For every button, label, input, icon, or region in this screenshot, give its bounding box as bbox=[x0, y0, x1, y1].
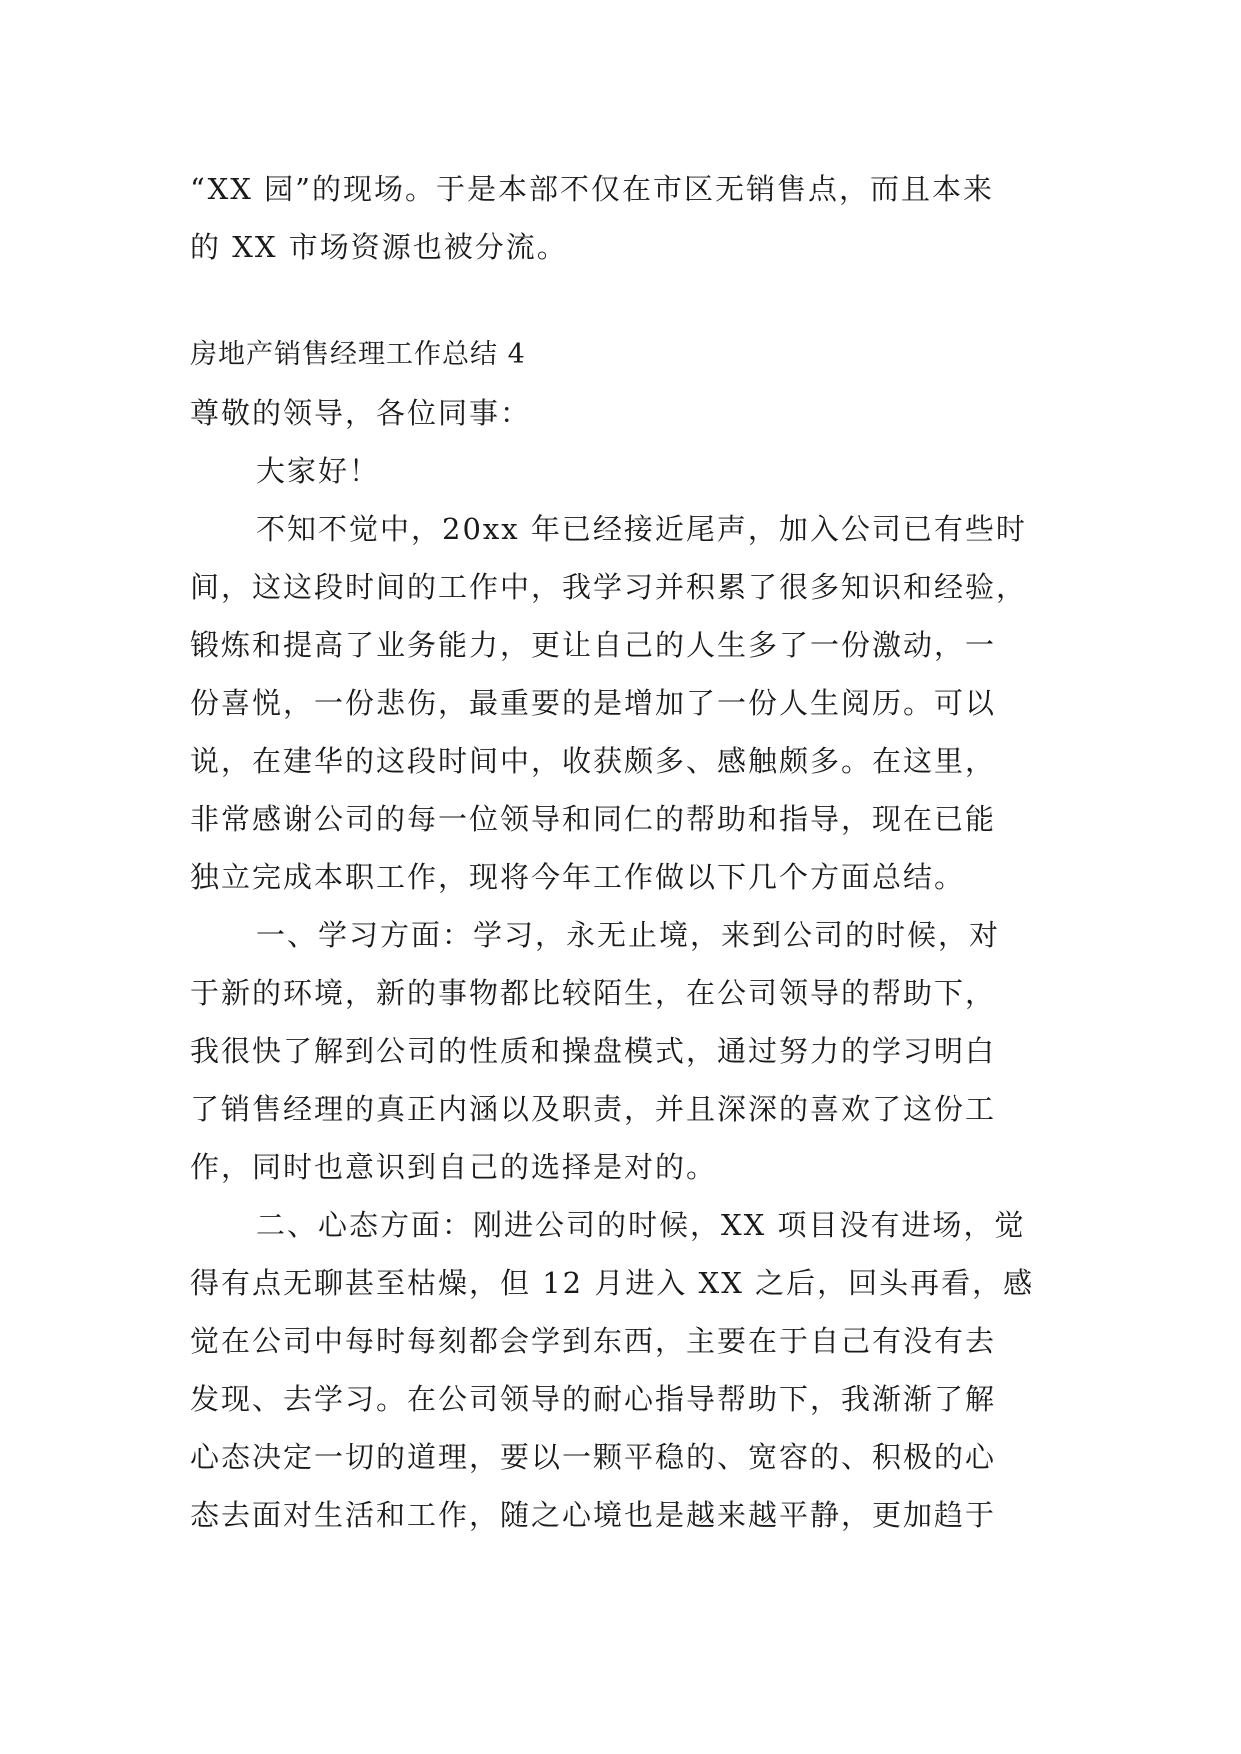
paragraph-line: 二、心态方面：刚进公司的时候，XX 项目没有进场，觉 bbox=[256, 1208, 1026, 1242]
paragraph-line: 发现、去学习。在公司领导的耐心指导帮助下，我渐渐了解 bbox=[190, 1382, 997, 1416]
paragraph-line: 作，同时也意识到自己的选择是对的。 bbox=[190, 1150, 718, 1184]
paragraph-line: 心态决定一切的道理，要以一颗平稳的、宽容的、积极的心 bbox=[190, 1440, 997, 1474]
paragraph-line: 于新的环境，新的事物都比较陌生，在公司领导的帮助下， bbox=[190, 976, 997, 1010]
paragraph-line: 态去面对生活和工作，随之心境也是越来越平静，更加趋于 bbox=[190, 1498, 997, 1532]
greeting: 大家好！ bbox=[256, 454, 381, 488]
section-title: 房地产销售经理工作总结 4 bbox=[190, 339, 526, 370]
paragraph-line: 得有点无聊甚至枯燥，但 12 月进入 XX 之后，回头再看，感 bbox=[190, 1266, 1035, 1300]
paragraph-line: 一、学习方面：学习，永无止境，来到公司的时候，对 bbox=[256, 918, 1001, 952]
salutation: 尊敬的领导，各位同事： bbox=[190, 396, 532, 430]
paragraph-line: 份喜悦，一份悲伤，最重要的是增加了一份人生阅历。可以 bbox=[190, 686, 997, 720]
paragraph-line: 觉在公司中每时每刻都会学到东西，主要在于自己有没有去 bbox=[190, 1324, 997, 1358]
paragraph-intro bbox=[190, 500, 1050, 906]
paragraph-line: 我很快了解到公司的性质和操盘模式，通过努力的学习明白 bbox=[190, 1034, 997, 1068]
intro-line-2: 的 XX 市场资源也被分流。 bbox=[190, 230, 568, 264]
intro-line-1: “XX 园”的现场。于是本部不仅在市区无销售点，而且本来 bbox=[190, 172, 994, 206]
paragraph-line: 不知不觉中，20xx 年已经接近尾声，加入公司已有些时 bbox=[256, 512, 1027, 546]
paragraph-line: 非常感谢公司的每一位领导和同仁的帮助和指导，现在已能 bbox=[190, 802, 997, 836]
paragraph-mindset bbox=[190, 1196, 1050, 1544]
paragraph-learning bbox=[190, 906, 1050, 1196]
paragraph-line: 独立完成本职工作，现将今年工作做以下几个方面总结。 bbox=[190, 860, 966, 894]
paragraph-line: 锻炼和提高了业务能力，更让自己的人生多了一份激动，一 bbox=[190, 628, 997, 662]
section-gap bbox=[190, 276, 1050, 326]
paragraph-line: 间，这这段时间的工作中，我学习并积累了很多知识和经验， bbox=[190, 570, 1028, 604]
document-body bbox=[190, 160, 1050, 1544]
paragraph-line: 了销售经理的真正内涵以及职责，并且深深的喜欢了这份工 bbox=[190, 1092, 997, 1126]
paragraph-line: 说，在建华的这段时间中，收获颇多、感触颇多。在这里， bbox=[190, 744, 997, 778]
